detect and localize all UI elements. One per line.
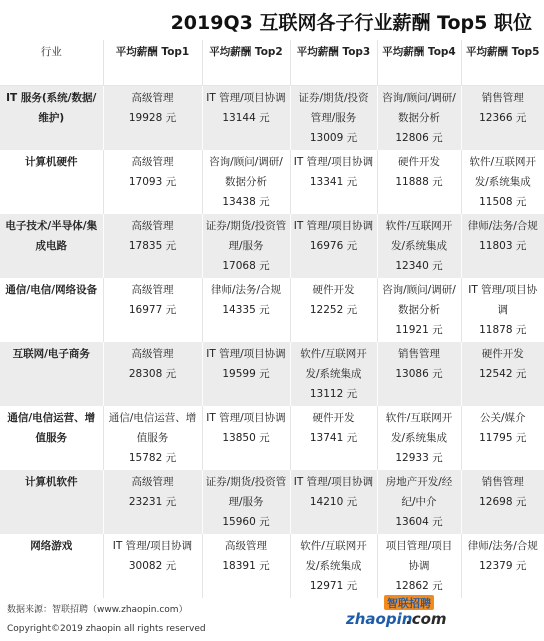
logo-cn-text: 智联招聘: [387, 597, 431, 610]
average-salary: 17093 元: [128, 175, 177, 188]
column-header-top3: 平均薪酬 Top3: [290, 40, 377, 86]
table-row: [0, 470, 544, 534]
average-salary: 13341 元: [309, 175, 358, 188]
average-salary: 11508 元: [479, 195, 527, 208]
average-salary: 16976 元: [309, 239, 358, 252]
job-title: 软件/互联网开发/系统集成: [385, 219, 453, 252]
job-title: 高级管理: [131, 475, 174, 488]
job-title: 销售管理: [398, 347, 440, 360]
top5-cell: [461, 470, 544, 534]
table-row: [0, 214, 544, 278]
average-salary: 13850 元: [222, 431, 270, 444]
top4-cell: [377, 150, 461, 214]
average-salary: 13438 元: [222, 195, 270, 208]
top3-cell: [290, 278, 377, 342]
average-salary: 12340 元: [395, 259, 443, 272]
top2-cell: [202, 406, 290, 470]
top3-cell: [290, 86, 377, 150]
job-title: 软件/互联网开发/系统集成: [300, 347, 367, 380]
average-salary: 12698 元: [479, 495, 527, 508]
top1-cell: [103, 470, 202, 534]
top2-cell: [202, 470, 290, 534]
average-salary: 15960 元: [222, 515, 270, 528]
top2-cell: [202, 342, 290, 406]
table-row: [0, 278, 544, 342]
logo-dotcom-text: .com: [406, 610, 447, 628]
average-salary: 15782 元: [128, 451, 177, 464]
top1-cell: [103, 342, 202, 406]
average-salary: 14335 元: [222, 303, 270, 316]
top2-cell: [202, 278, 290, 342]
job-title: 软件/互联网开发/系统集成: [469, 155, 537, 188]
column-header-top4: 平均薪酬 Top4: [377, 40, 461, 86]
job-title: 高级管理: [131, 347, 174, 360]
top5-cell: [461, 86, 544, 150]
average-salary: 16977 元: [128, 303, 177, 316]
average-salary: 12252 元: [309, 303, 358, 316]
industry-cell: 电子技术/半导体/集成电路: [5, 219, 98, 252]
job-title: 通信/电信运营、增值服务: [108, 411, 197, 444]
job-title: 高级管理: [131, 283, 174, 296]
top2-cell: [202, 534, 290, 598]
top1-cell: [103, 278, 202, 342]
job-title: 销售管理: [481, 92, 524, 104]
job-title: 软件/互联网开发/系统集成: [300, 539, 367, 572]
job-title: 销售管理: [481, 475, 524, 488]
top4-cell: [377, 278, 461, 342]
top2-cell: [202, 86, 290, 150]
top5-cell: [461, 150, 544, 214]
average-salary: 19599 元: [222, 367, 270, 380]
job-title: 咨询/顾问/调研/数据分析: [209, 155, 283, 188]
average-salary: 28308 元: [128, 367, 177, 380]
top1-cell: [103, 534, 202, 598]
job-title: IT 管理/项目协调: [293, 155, 374, 168]
job-title: 律师/法务/合规: [210, 283, 282, 296]
average-salary: 17835 元: [128, 239, 177, 252]
average-salary: 13604 元: [395, 515, 443, 528]
top3-cell: [290, 342, 377, 406]
top5-cell: [461, 406, 544, 470]
table-row: [0, 342, 544, 406]
average-salary: 19928 元: [128, 112, 177, 124]
average-salary: 13112 元: [309, 387, 358, 400]
average-salary: 12862 元: [395, 579, 443, 592]
industry-cell: 网络游戏: [30, 539, 73, 552]
job-title: 软件/互联网开发/系统集成: [385, 411, 453, 444]
industry-cell: 通信/电信/网络设备: [5, 283, 98, 296]
top3-cell: [290, 214, 377, 278]
job-title: 高级管理: [131, 219, 174, 232]
average-salary: 12542 元: [479, 367, 527, 380]
industry-cell: 互联网/电子商务: [12, 347, 90, 360]
top5-cell: [461, 278, 544, 342]
average-salary: 13009 元: [309, 132, 358, 144]
copyright-note: Copyright©2019 zhaopin all rights reserved: [7, 624, 206, 634]
column-header-top5: 平均薪酬 Top5: [461, 40, 544, 86]
average-salary: 14210 元: [309, 495, 358, 508]
average-salary: 13741 元: [309, 431, 358, 444]
table-header-row: [0, 40, 544, 86]
job-title: IT 管理/项目协调: [206, 92, 286, 104]
industry-cell: 计算机软件: [25, 475, 78, 488]
top1-cell: [103, 214, 202, 278]
logo-en-text: zhaopin: [346, 610, 413, 628]
average-salary: 12366 元: [479, 112, 527, 124]
job-title: 咨询/顾问/调研/数据分析: [382, 283, 456, 316]
top1-cell: [103, 86, 202, 150]
job-title: 咨询/顾问/调研/数据分析: [382, 92, 456, 124]
job-title: IT 管理/项目协调: [468, 283, 538, 316]
top4-cell: [377, 214, 461, 278]
top5-cell: [461, 342, 544, 406]
top3-cell: [290, 406, 377, 470]
job-title: 高级管理: [131, 92, 174, 104]
column-header-top1: 平均薪酬 Top1: [103, 40, 202, 86]
top4-cell: [377, 470, 461, 534]
job-title: 硬件开发: [481, 347, 524, 360]
industry-cell: 计算机硬件: [25, 155, 78, 168]
job-title: 房地产开发/经纪/中介: [385, 475, 453, 508]
job-title: 高级管理: [225, 539, 267, 552]
average-salary: 13086 元: [395, 367, 443, 380]
top1-cell: [103, 150, 202, 214]
job-title: 证券/期货/投资管理/服务: [205, 219, 287, 252]
column-header-industry: 行业: [40, 46, 62, 58]
zhaopin-logo: [344, 594, 449, 628]
industry-cell: IT 服务(系统/数据/维护): [6, 92, 97, 124]
average-salary: 11921 元: [395, 323, 443, 336]
top4-cell: [377, 534, 461, 598]
average-salary: 12971 元: [309, 579, 358, 592]
average-salary: 11795 元: [479, 431, 527, 444]
job-title: IT 管理/项目协调: [293, 475, 374, 488]
job-title: 项目管理/项目协调: [385, 539, 453, 572]
average-salary: 30082 元: [128, 559, 177, 572]
average-salary: 12806 元: [395, 132, 443, 144]
table-row: [0, 534, 544, 598]
salary-table: [0, 40, 544, 598]
average-salary: 13144 元: [222, 112, 270, 124]
top3-cell: [290, 470, 377, 534]
job-title: 律师/法务/合规: [467, 219, 538, 232]
top1-cell: [103, 406, 202, 470]
job-title: IT 管理/项目协调: [293, 219, 374, 232]
job-title: IT 管理/项目协调: [206, 411, 286, 424]
job-title: 硬件开发: [312, 411, 355, 424]
average-salary: 11803 元: [479, 239, 527, 252]
top3-cell: [290, 534, 377, 598]
average-salary: 12379 元: [479, 559, 527, 572]
column-header-top2: 平均薪酬 Top2: [202, 40, 290, 86]
average-salary: 11888 元: [395, 175, 443, 188]
average-salary: 17068 元: [222, 259, 270, 272]
top5-cell: [461, 214, 544, 278]
table-row: [0, 406, 544, 470]
job-title: 高级管理: [131, 155, 174, 168]
top2-cell: [202, 150, 290, 214]
table-row: [0, 86, 544, 150]
job-title: 证券/期货/投资管理/服务: [298, 92, 369, 124]
table-row: [0, 150, 544, 214]
average-salary: 23231 元: [128, 495, 177, 508]
top4-cell: [377, 86, 461, 150]
average-salary: 11878 元: [479, 323, 527, 336]
average-salary: 12933 元: [395, 451, 443, 464]
job-title: IT 管理/项目协调: [112, 539, 193, 552]
job-title: IT 管理/项目协调: [206, 347, 286, 360]
top3-cell: [290, 150, 377, 214]
top4-cell: [377, 342, 461, 406]
top5-cell: [461, 534, 544, 598]
job-title: 公关/媒介: [479, 411, 526, 424]
data-source-note: 数据来源：智联招聘（www.zhaopin.com）: [7, 605, 188, 615]
job-title: 硬件开发: [398, 155, 440, 168]
job-title: 硬件开发: [312, 283, 355, 296]
job-title: 律师/法务/合规: [467, 539, 538, 552]
job-title: 证券/期货/投资管理/服务: [205, 475, 287, 508]
industry-cell: 通信/电信运营、增值服务: [7, 411, 96, 444]
average-salary: 18391 元: [222, 559, 270, 572]
top4-cell: [377, 406, 461, 470]
page-title: 2019Q3 互联网各子行业薪酬 Top5 职位: [170, 12, 532, 34]
top2-cell: [202, 214, 290, 278]
